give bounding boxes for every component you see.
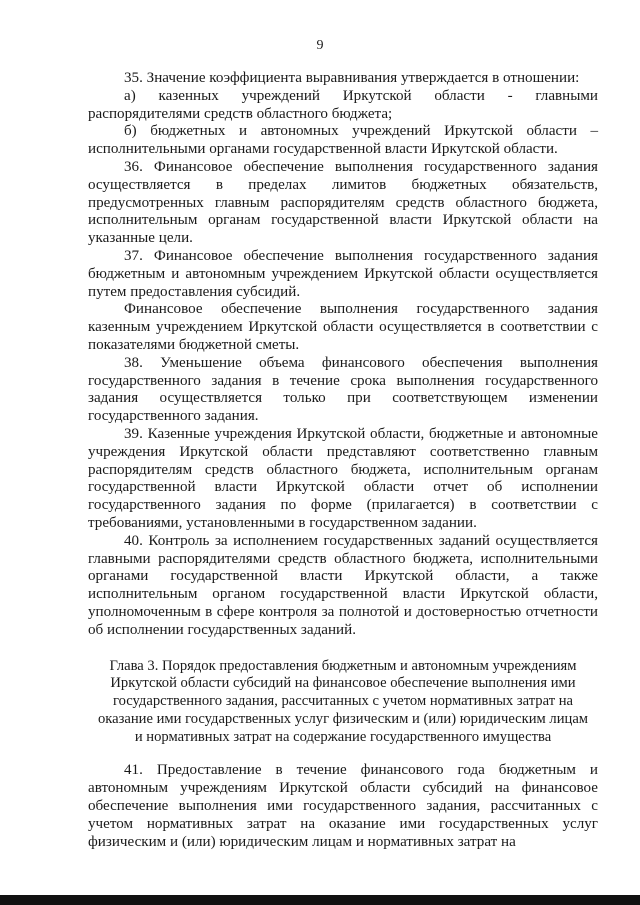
page-number: 9 [316, 38, 324, 53]
paragraph-35: 35. Значение коэффициента выравнивания утверждается в отношении: [124, 70, 580, 86]
paragraph-38: 38. Уменьшение объема финансового обеспечения выполнения государственного задания в течение срока выполнения государственного задания осуществляется только при соответствующем изменении государственного задания. [88, 354, 598, 425]
chapter-heading: Глава 3. Порядок предоставления бюджетным и автономным учреждениям Иркутской области субсидий на финансовое обеспечение выполнения ими государственного задания, рассчитанных с учетом нормативных затрат на оказание ими государственных услуг физическим и (или) юридическим лицам и нормативных затрат на содержание государственного имущества [97, 657, 589, 745]
paragraph-39: 39. Казенные учреждения Иркутской области, бюджетные и автономные учреждения Иркутской области представляют соответственно главным распорядителям средств областного бюджета, исполнительным органам государственной власти Иркутской области отчет об исполнении государственного задания по форме (прилагается) в соответствии с требованиями, установленными в государственном задании. [88, 425, 598, 531]
paragraph-35a: а) казенных учреждений Иркутской области - главными распорядителями средств областного бюджета; [88, 87, 598, 122]
paragraph-40: 40. Контроль за исполнением государственных заданий осуществляется главными распорядителями средств областного бюджета, исполнительными органами государственной власти Иркутской области, а также исполнительным органом государственной власти Иркутской области, уполномоченным в сфере контроля за полнотой и достоверностью отчетности об исполнении государственных заданий. [88, 532, 598, 638]
paragraph-36: 36. Финансовое обеспечение выполнения государственного задания осуществляется в пределах лимитов бюджетных обязательств, предусмотренных главным распорядителям средств областного бюджета, исполнительным органам государственной власти Иркутской области на указанные цели. [88, 158, 598, 247]
document-body [88, 70, 598, 851]
paragraph-35b: б) бюджетных и автономных учреждений Иркутской области – исполнительными органами государственной власти Иркутской области. [88, 123, 598, 158]
paragraph-37: 37. Финансовое обеспечение выполнения государственного задания бюджетным и автономным учреждением Иркутской области осуществляется путем предоставления субсидий. [88, 247, 598, 300]
scan-bottom-edge [0, 895, 640, 905]
paragraph-41: 41. Предоставление в течение финансового года бюджетным и автономным учреждениям Иркутской области субсидий на финансовое обеспечение выполнения ими государственного задания, рассчитанных с учетом нормативных затрат на оказание ими государственных услуг физическим и (или) юридическим лицам и нормативных затрат на [88, 762, 598, 850]
paragraph-37-cont: Финансовое обеспечение выполнения государственного задания казенным учреждением Иркутской области осуществляется в соответствии с показателями бюджетной сметы. [88, 301, 598, 353]
